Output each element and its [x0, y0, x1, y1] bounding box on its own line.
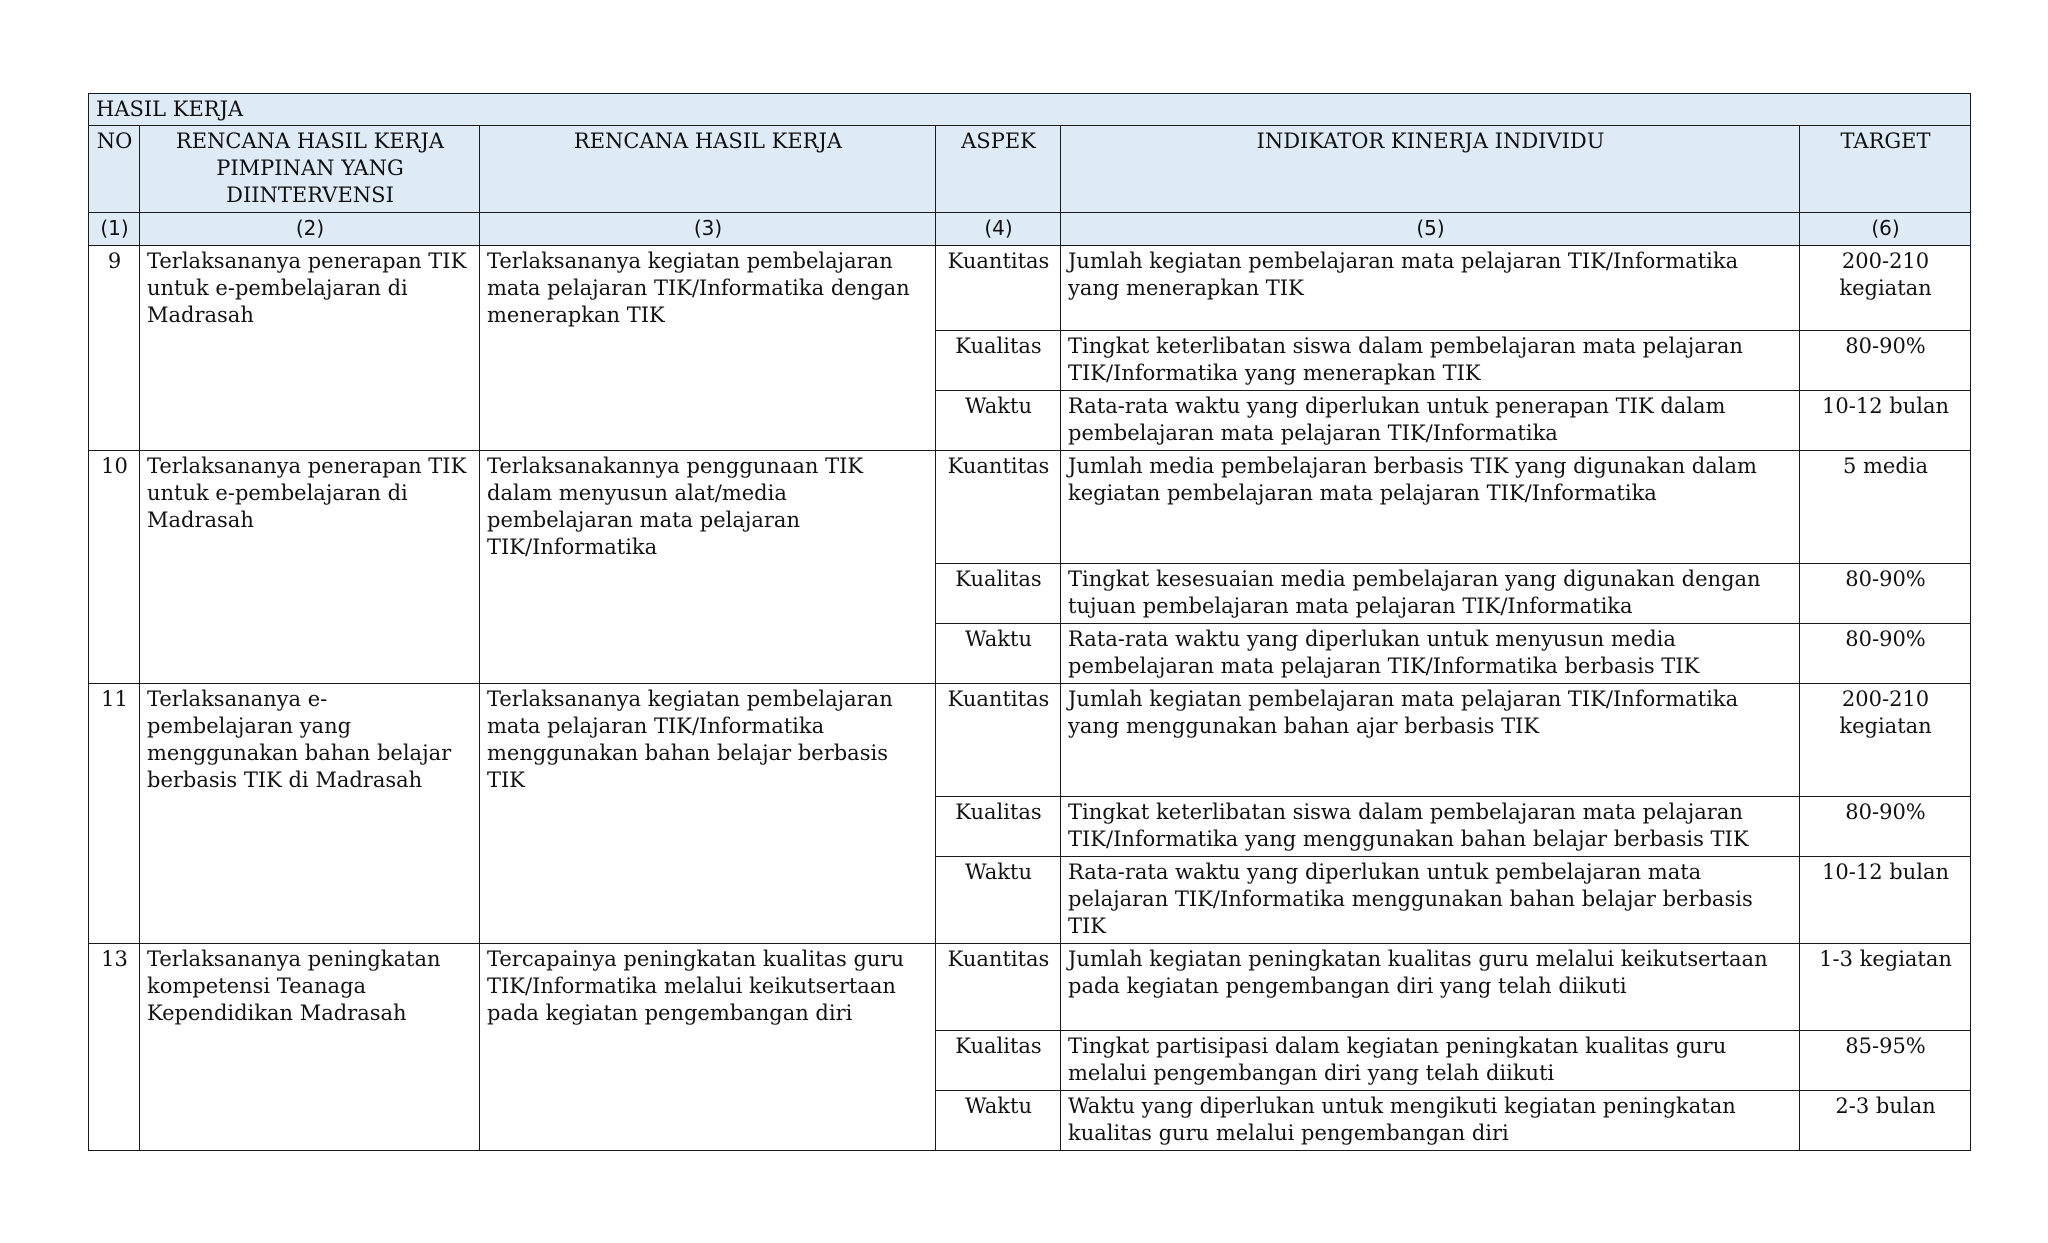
rencana-cell: Tercapainya peningkatan kualitas guru TIK/Informatika melalui keikutsertaan pada kegiatan pengembangan diri	[480, 944, 936, 1151]
section-title-row	[89, 94, 1971, 126]
aspek-cell: Waktu	[936, 624, 1061, 684]
header-indikator: INDIKATOR KINERJA INDIVIDU	[1061, 126, 1800, 213]
aspek-cell: Kualitas	[936, 564, 1061, 624]
document-page	[88, 93, 1970, 1151]
column-number: (4)	[936, 213, 1061, 246]
aspek-cell: Kuantitas	[936, 944, 1061, 1031]
indikator-cell: Tingkat keterlibatan siswa dalam pembelajaran mata pelajaran TIK/Informatika yang menggunakan bahan belajar berbasis TIK	[1061, 797, 1800, 857]
target-cell: 1-3 kegiatan	[1800, 944, 1971, 1031]
header-rencana-pimpinan: RENCANA HASIL KERJA PIMPINAN YANG DIINTERVENSI	[140, 126, 480, 213]
row-number: 9	[89, 246, 140, 451]
indikator-cell: Jumlah media pembelajaran berbasis TIK yang digunakan dalam kegiatan pembelajaran mata pelajaran TIK/Informatika	[1061, 451, 1800, 564]
aspek-cell: Waktu	[936, 391, 1061, 451]
aspek-cell: Waktu	[936, 857, 1061, 944]
indikator-cell: Tingkat partisipasi dalam kegiatan peningkatan kualitas guru melalui pengembangan diri yang telah diikuti	[1061, 1031, 1800, 1091]
indikator-cell: Tingkat keterlibatan siswa dalam pembelajaran mata pelajaran TIK/Informatika yang menerapkan TIK	[1061, 331, 1800, 391]
table-row	[89, 684, 1971, 797]
column-number: (2)	[140, 213, 480, 246]
target-cell: 80-90%	[1800, 564, 1971, 624]
row-number: 10	[89, 451, 140, 684]
target-cell: 2-3 bulan	[1800, 1091, 1971, 1151]
row-number: 11	[89, 684, 140, 944]
header-rencana: RENCANA HASIL KERJA	[480, 126, 936, 213]
target-cell: 80-90%	[1800, 624, 1971, 684]
indikator-cell: Rata-rata waktu yang diperlukan untuk penerapan TIK dalam pembelajaran mata pelajaran TIK/Informatika	[1061, 391, 1800, 451]
table-row	[89, 246, 1971, 331]
aspek-cell: Kualitas	[936, 797, 1061, 857]
column-number: (1)	[89, 213, 140, 246]
column-number: (6)	[1800, 213, 1971, 246]
aspek-cell: Kuantitas	[936, 246, 1061, 331]
target-cell: 200-210 kegiatan	[1800, 246, 1971, 331]
section-title: HASIL KERJA	[89, 94, 1971, 126]
indikator-cell: Jumlah kegiatan pembelajaran mata pelajaran TIK/Informatika yang menerapkan TIK	[1061, 246, 1800, 331]
header-target: TARGET	[1800, 126, 1971, 213]
column-number-row	[89, 213, 1971, 246]
indikator-cell: Rata-rata waktu yang diperlukan untuk menyusun media pembelajaran mata pelajaran TIK/Informatika berbasis TIK	[1061, 624, 1800, 684]
indikator-cell: Jumlah kegiatan pembelajaran mata pelajaran TIK/Informatika yang menggunakan bahan ajar berbasis TIK	[1061, 684, 1800, 797]
rencana-cell: Terlaksananya kegiatan pembelajaran mata pelajaran TIK/Informatika menggunakan bahan belajar berbasis TIK	[480, 684, 936, 944]
target-cell: 80-90%	[1800, 797, 1971, 857]
indikator-cell: Tingkat kesesuaian media pembelajaran yang digunakan dengan tujuan pembelajaran mata pelajaran TIK/Informatika	[1061, 564, 1800, 624]
table-row	[89, 944, 1971, 1031]
indikator-cell: Rata-rata waktu yang diperlukan untuk pembelajaran mata pelajaran TIK/Informatika menggunakan bahan belajar berbasis TIK	[1061, 857, 1800, 944]
rencana-pimpinan-cell: Terlaksananya e-pembelajaran yang menggunakan bahan belajar berbasis TIK di Madrasah	[140, 684, 480, 944]
aspek-cell: Kuantitas	[936, 451, 1061, 564]
table-row	[89, 451, 1971, 564]
rencana-cell: Terlaksanakannya penggunaan TIK dalam menyusun alat/media pembelajaran mata pelajaran TIK/Informatika	[480, 451, 936, 684]
rencana-pimpinan-cell: Terlaksananya peningkatan kompetensi Teanaga Kependidikan Madrasah	[140, 944, 480, 1151]
target-cell: 200-210 kegiatan	[1800, 684, 1971, 797]
target-cell: 80-90%	[1800, 331, 1971, 391]
header-aspek: ASPEK	[936, 126, 1061, 213]
indikator-cell: Waktu yang diperlukan untuk mengikuti kegiatan peningkatan kualitas guru melalui pengembangan diri	[1061, 1091, 1800, 1151]
aspek-cell: Kuantitas	[936, 684, 1061, 797]
target-cell: 5 media	[1800, 451, 1971, 564]
column-number: (3)	[480, 213, 936, 246]
indikator-cell: Jumlah kegiatan peningkatan kualitas guru melalui keikutsertaan pada kegiatan pengembangan diri yang telah diikuti	[1061, 944, 1800, 1031]
hasil-kerja-table	[88, 93, 1971, 1151]
column-number: (5)	[1061, 213, 1800, 246]
header-row	[89, 126, 1971, 213]
header-no: NO	[89, 126, 140, 213]
rencana-pimpinan-cell: Terlaksananya penerapan TIK untuk e-pembelajaran di Madrasah	[140, 451, 480, 684]
rencana-cell: Terlaksananya kegiatan pembelajaran mata pelajaran TIK/Informatika dengan menerapkan TIK	[480, 246, 936, 451]
target-cell: 10-12 bulan	[1800, 391, 1971, 451]
rencana-pimpinan-cell: Terlaksananya penerapan TIK untuk e-pembelajaran di Madrasah	[140, 246, 480, 451]
row-number: 13	[89, 944, 140, 1151]
target-cell: 85-95%	[1800, 1031, 1971, 1091]
aspek-cell: Kualitas	[936, 1031, 1061, 1091]
aspek-cell: Waktu	[936, 1091, 1061, 1151]
aspek-cell: Kualitas	[936, 331, 1061, 391]
target-cell: 10-12 bulan	[1800, 857, 1971, 944]
